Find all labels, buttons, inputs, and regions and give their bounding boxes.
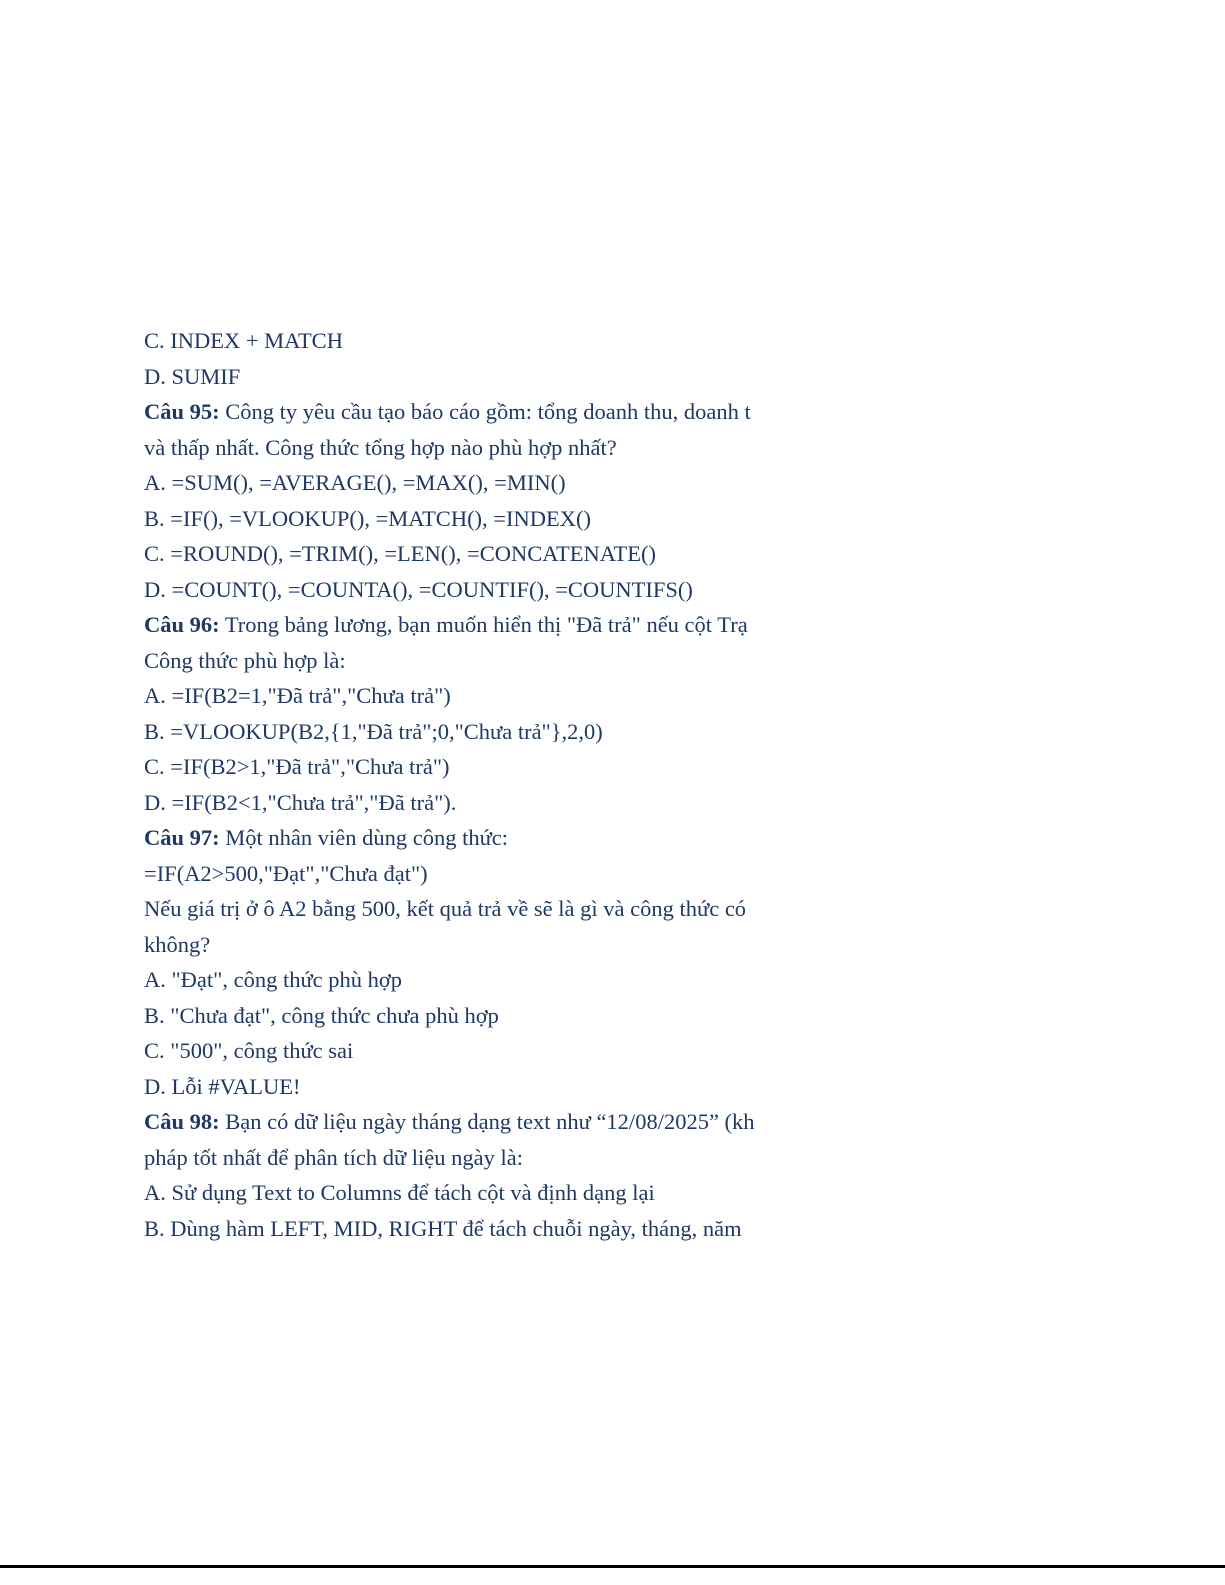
line-text: không? — [144, 931, 211, 957]
question-number: Câu 98: — [144, 1109, 220, 1134]
answer-option — [144, 998, 794, 1034]
answer-option — [144, 1175, 794, 1211]
line-text: D. =IF(B2<1,"Chưa trả","Đã trả"). — [144, 789, 457, 815]
answer-option — [144, 678, 794, 714]
answer-option — [144, 501, 794, 537]
answer-option — [144, 572, 794, 608]
page-bottom-divider — [0, 1565, 1225, 1568]
line-text: Công thức phù hợp là: — [144, 647, 346, 673]
formula-line — [144, 856, 794, 892]
question-text: Công ty yêu cầu tạo báo cáo gồm: tổng doanh thu, doanh t — [219, 399, 751, 424]
answer-option — [144, 749, 794, 785]
question-text-line — [144, 643, 794, 679]
line-text: Nếu giá trị ở ô A2 bằng 500, kết quả trả về sẽ là gì và công thức có — [144, 896, 747, 921]
question-text-line — [144, 927, 794, 963]
line-text: A. "Đạt", công thức phù hợp — [144, 967, 403, 992]
line-text: D. Lỗi #VALUE! — [144, 1073, 301, 1099]
line-text: C. INDEX + MATCH — [144, 328, 343, 353]
line-text: pháp tốt nhất để phân tích dữ liệu ngày là: — [144, 1144, 523, 1170]
line-text: C. =ROUND(), =TRIM(), =LEN(), =CONCATENATE() — [144, 541, 656, 566]
line-text: =IF(A2>500,"Đạt","Chưa đạt") — [144, 860, 428, 886]
answer-option — [144, 785, 794, 821]
line-text: C. =IF(B2>1,"Đã trả","Chưa trả") — [144, 754, 450, 779]
line-text: A. Sử dụng Text to Columns để tách cột và định dạng lại — [144, 1180, 655, 1205]
line-text: A. =SUM(), =AVERAGE(), =MAX(), =MIN() — [144, 470, 566, 495]
question-number: Câu 95: — [144, 399, 220, 424]
answer-option — [144, 323, 794, 359]
question-number: Câu 96: — [144, 612, 220, 637]
line-text: và thấp nhất. Công thức tổng hợp nào phù hợp nhất? — [144, 434, 617, 460]
answer-option — [144, 359, 794, 395]
line-text: B. "Chưa đạt", công thức chưa phù hợp — [144, 1002, 499, 1028]
question-heading — [144, 607, 794, 643]
question-number: Câu 97: — [144, 825, 220, 850]
question-heading — [144, 1104, 794, 1140]
line-text: D. SUMIF — [144, 363, 241, 389]
question-text-line — [144, 430, 794, 466]
answer-option — [144, 536, 794, 572]
line-text: B. =VLOOKUP(B2,{1,"Đã trả";0,"Chưa trả"},2,0) — [144, 718, 603, 744]
question-text: Bạn có dữ liệu ngày tháng dạng text như “12/08/2025” (kh — [219, 1109, 755, 1134]
answer-option — [144, 1033, 794, 1069]
line-text: A. =IF(B2=1,"Đã trả","Chưa trả") — [144, 683, 451, 708]
question-text-line — [144, 891, 794, 927]
question-heading — [144, 820, 794, 856]
question-text: Trong bảng lương, bạn muốn hiển thị "Đã trả" nếu cột Trạ — [219, 612, 748, 637]
question-text-block — [144, 323, 794, 1246]
line-text: B. =IF(), =VLOOKUP(), =MATCH(), =INDEX() — [144, 505, 591, 531]
line-text: B. Dùng hàm LEFT, MID, RIGHT để tách chuỗi ngày, tháng, năm — [144, 1215, 742, 1241]
line-text: D. =COUNT(), =COUNTA(), =COUNTIF(), =COUNTIFS() — [144, 576, 693, 602]
question-text-line — [144, 1140, 794, 1176]
answer-option — [144, 1211, 794, 1247]
line-text: C. "500", công thức sai — [144, 1038, 354, 1063]
question-text: Một nhân viên dùng công thức: — [219, 825, 509, 850]
answer-option — [144, 465, 794, 501]
answer-option — [144, 714, 794, 750]
answer-option — [144, 962, 794, 998]
question-heading — [144, 394, 794, 430]
answer-option — [144, 1069, 794, 1105]
